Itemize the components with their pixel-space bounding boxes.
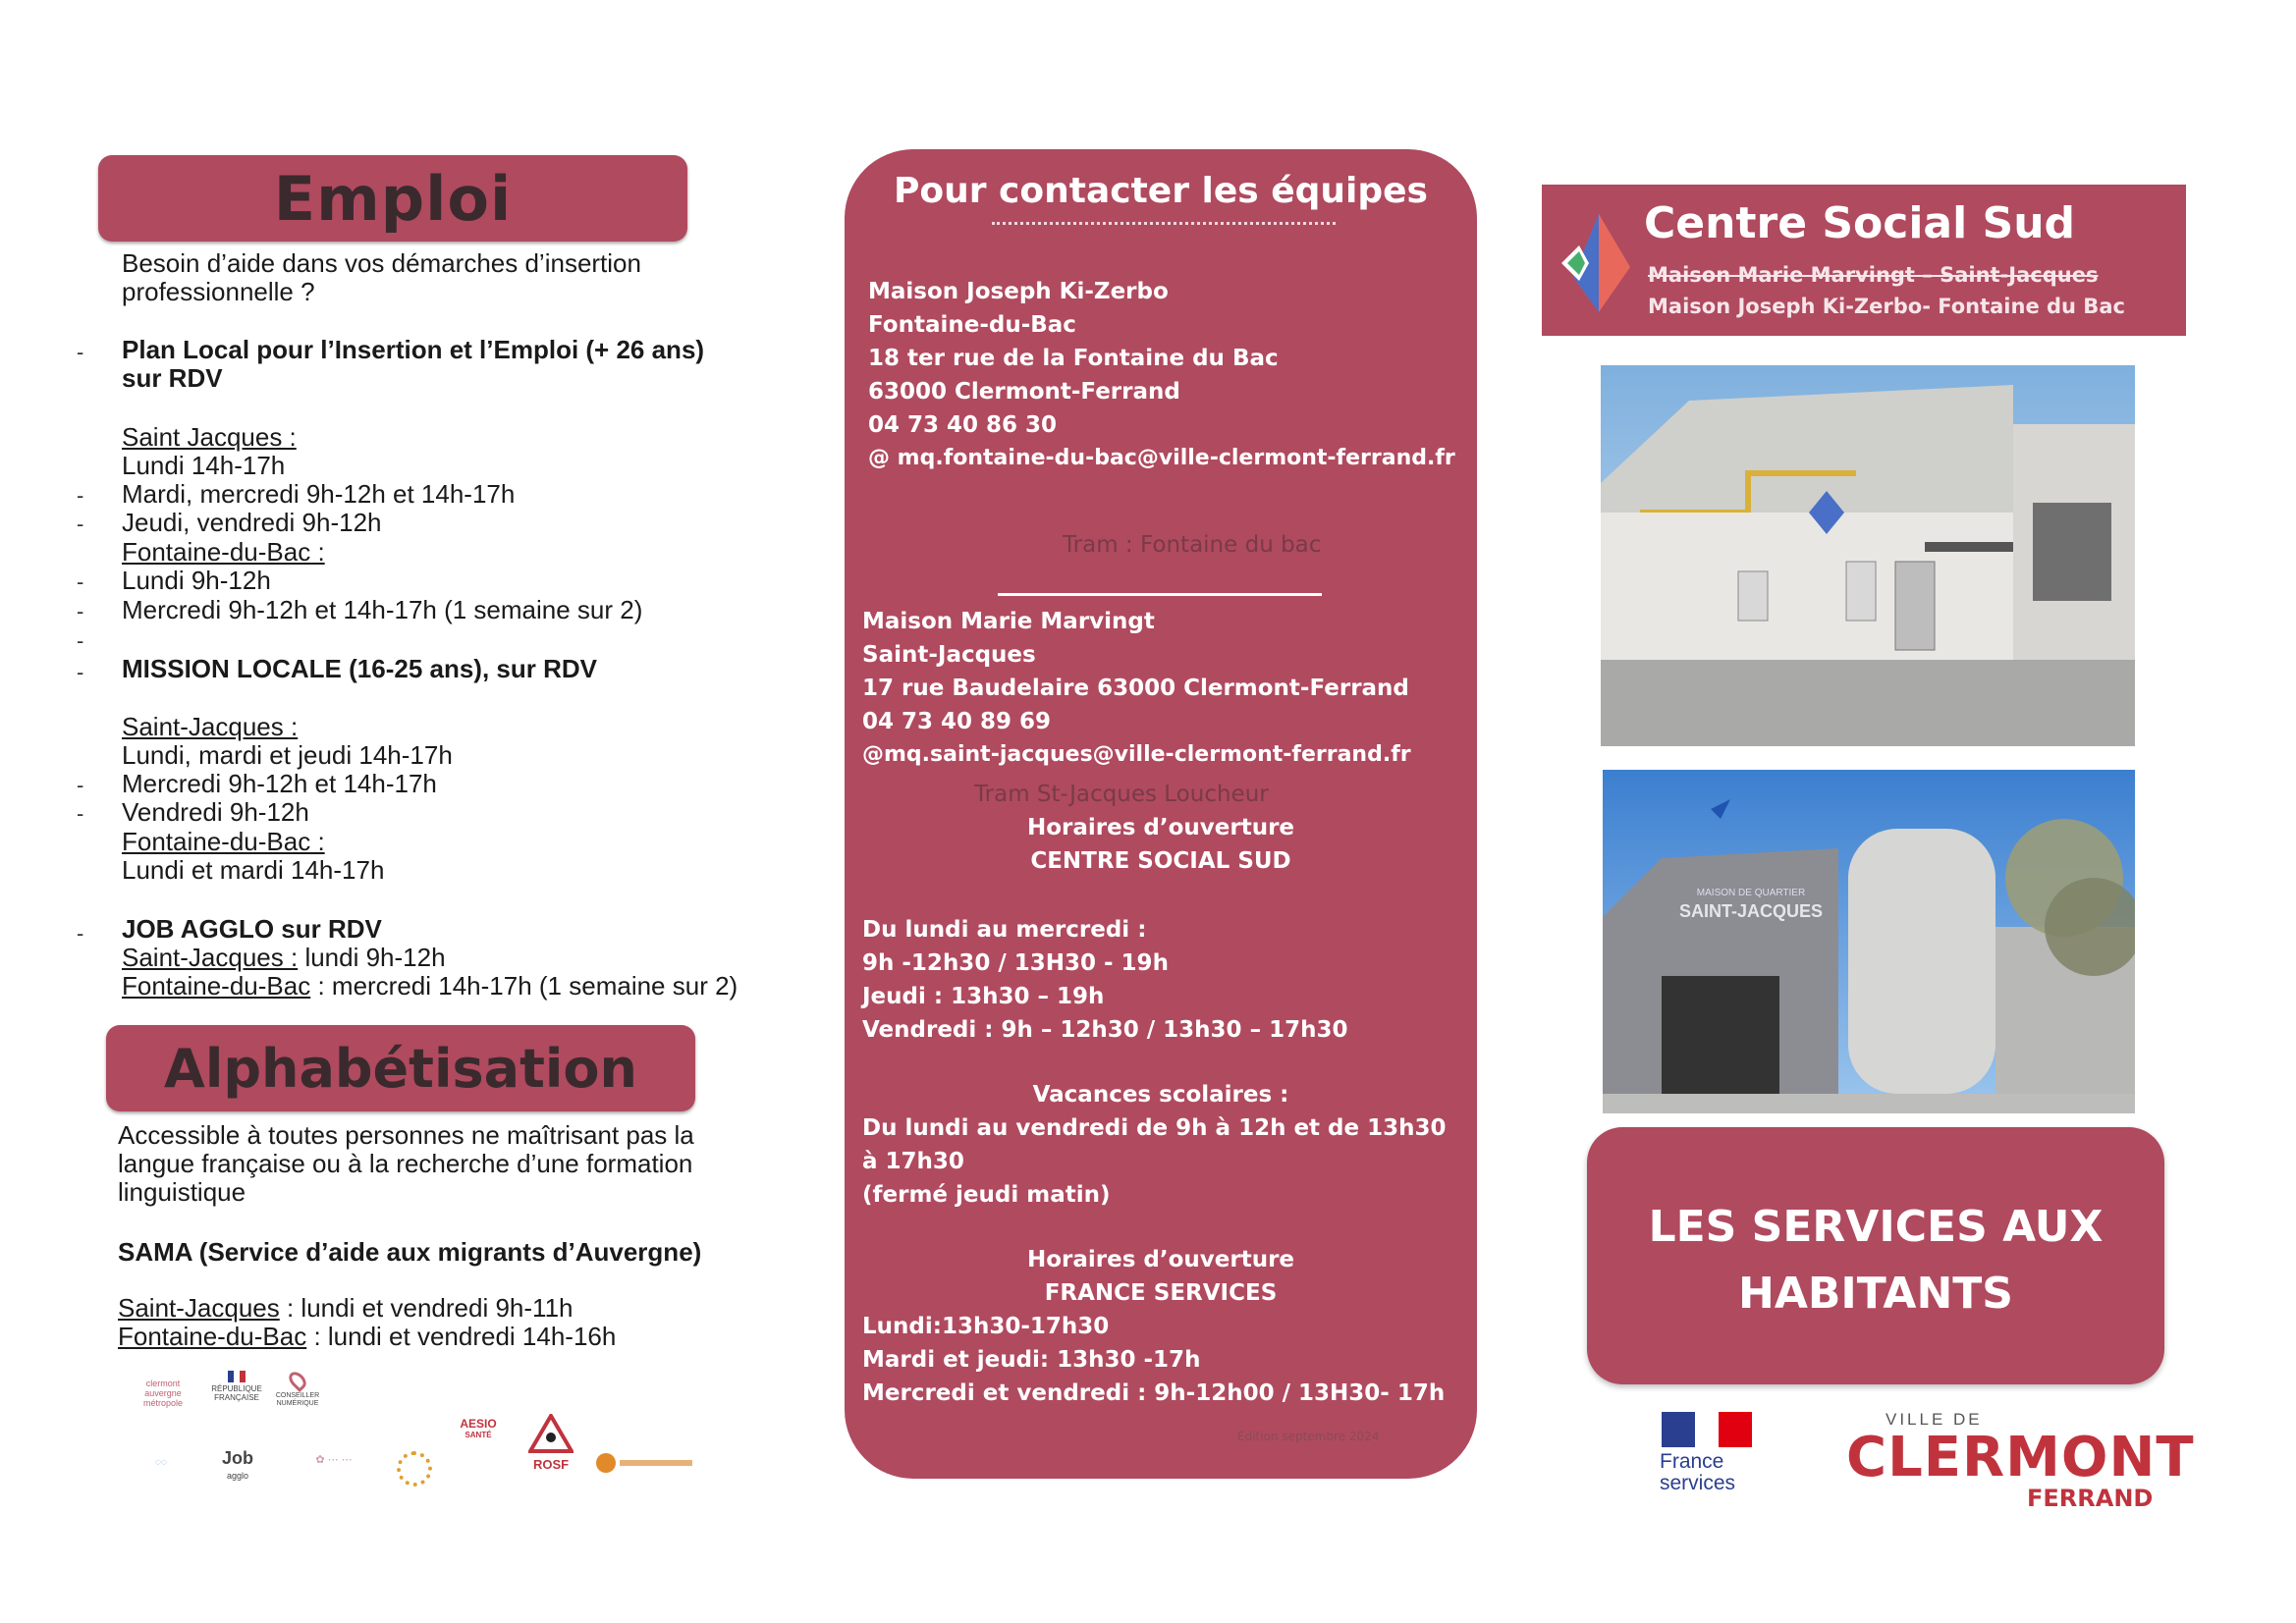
bullet-icon: - [77, 628, 84, 653]
fs-hours-3: Mercredi et vendredi : 9h-12h00 / 13H30- 17h [862, 1380, 1446, 1406]
bullet-icon: - [77, 801, 84, 826]
mm-address: 17 rue Baudelaire 63000 Clermont-Ferrand [862, 676, 1409, 701]
bullet-icon: - [77, 512, 84, 536]
alpha-fb [118, 1323, 616, 1352]
plie-sj-1: Lundi 14h-17h [122, 451, 286, 480]
job-agglo-fb [122, 972, 738, 1001]
building-illustration [1603, 770, 2135, 1113]
edition-note: Edition septembre 2024 [1237, 1430, 1380, 1443]
aesio-sante-logo [446, 1418, 511, 1441]
separator-line [998, 593, 1322, 596]
conseiller-numerique-logo [267, 1371, 328, 1408]
centre-logo-icon [1556, 208, 1638, 318]
centre-title: Centre Social Sud [1644, 198, 2076, 248]
fs-horaires-name: FRANCE SERVICES [1044, 1280, 1278, 1306]
building-illustration [1601, 365, 2135, 746]
bullet-icon: - [77, 340, 84, 364]
partner-circle-logo [397, 1451, 432, 1487]
alpha-sj [118, 1294, 574, 1324]
partner-logo-faint: ✿ ⋯ ⋯ [315, 1454, 353, 1466]
logo-text: FRANÇAISE [214, 1393, 259, 1402]
partner-logo-small: ◌◌ [155, 1457, 167, 1468]
logo-text: SANTÉ [465, 1431, 492, 1439]
job-fb-label: Fontaine-du-Bac [122, 971, 311, 1001]
hours-line-3: Jeudi : 13h30 – 19h [862, 984, 1105, 1009]
alphabetisation-title: Alphabétisation [164, 1037, 637, 1100]
rosf-logo [526, 1414, 575, 1472]
mm-phone: 04 73 40 89 69 [862, 709, 1052, 734]
france-services-logo [1660, 1451, 1735, 1494]
alpha-intro-1: Accessible à toutes personnes ne maîtrisant pas la [118, 1120, 694, 1150]
vacances-line-3: (fermé jeudi matin) [862, 1182, 1111, 1208]
plie-sj-3: Jeudi, vendredi 9h-12h [122, 508, 382, 537]
clermont-auvergne-metropole-logo [134, 1379, 192, 1408]
vacances-line-1: Du lundi au vendredi de 9h à 12h et de 13h30 [862, 1115, 1447, 1141]
plie-title-1: Plan Local pour l’Insertion et l’Emploi (+ 26 ans) [122, 335, 705, 364]
job-agglo-logo [208, 1449, 267, 1485]
mm-name: Maison Marie Marvingt [862, 609, 1155, 634]
ml-sj-label: Saint-Jacques : [122, 712, 299, 741]
building-photo-kizerbo [1601, 365, 2135, 746]
kz-phone: 04 73 40 86 30 [868, 412, 1058, 438]
job-fb-text: : mercredi 14h-17h (1 semaine sur 2) [310, 971, 738, 1001]
hours-line-4: Vendredi : 9h – 12h30 / 13h30 – 17h30 [862, 1017, 1348, 1043]
mm-tram: Tram St-Jacques Loucheur [974, 782, 1269, 807]
services-title-line-1: LES SERVICES AUX [1648, 1202, 2104, 1252]
sama-title: SAMA (Service d’aide aux migrants d’Auvergne) [118, 1237, 702, 1267]
kz-city: 63000 Clermont-Ferrand [868, 379, 1180, 405]
vacances-line-2: à 17h30 [862, 1149, 964, 1174]
services-box [1587, 1127, 2164, 1384]
ferrand-logo: FERRAND [2027, 1485, 2154, 1512]
warning-triangle-icon [528, 1414, 574, 1453]
hours-line-1: Du lundi au mercredi : [862, 917, 1147, 943]
logo-bar [620, 1460, 692, 1466]
republique-francaise-logo [208, 1371, 265, 1402]
logo-text: AESIO [460, 1417, 497, 1431]
emploi-title: Emploi [273, 162, 513, 235]
bullet-icon: - [77, 921, 84, 946]
bullet-icon: - [77, 773, 84, 797]
hours-line-2: 9h -12h30 / 13H30 - 19h [862, 950, 1169, 976]
horaires-title: Horaires d’ouverture [1026, 815, 1295, 840]
alpha-sj-text: : lundi et vendredi 9h-11h [279, 1293, 574, 1323]
logo-text: RÉPUBLIQUE [211, 1384, 262, 1393]
map-pin-icon [286, 1369, 309, 1392]
mm-area: Saint-Jacques [862, 642, 1036, 668]
sign-top: MAISON DE QUARTIER [1696, 888, 1806, 898]
emploi-banner [98, 155, 687, 242]
centre-header [1542, 185, 2186, 336]
logo-text: ROSF [532, 1457, 570, 1472]
bullet-icon: - [77, 483, 84, 508]
bullet-icon: - [77, 599, 84, 623]
bullet-icon: - [77, 660, 84, 684]
kz-area: Fontaine-du-Bac [868, 312, 1076, 338]
horaires-centre: CENTRE SOCIAL SUD [1030, 848, 1291, 874]
alpha-fb-text: : lundi et vendredi 14h-16h [306, 1322, 617, 1351]
logo-text: CONSEILLER [275, 1392, 320, 1399]
logo-text: clermont [145, 1379, 181, 1388]
alpha-intro-2: langue française ou à la recherche d’une formation [118, 1149, 693, 1178]
france-services-flag-icon [1662, 1412, 1752, 1447]
services-title-line-2: HABITANTS [1738, 1269, 2013, 1319]
plie-sj-2: Mardi, mercredi 9h-12h et 14h-17h [122, 479, 516, 509]
partner-logo-orange [593, 1453, 695, 1475]
alpha-sj-label: Saint-Jacques [118, 1293, 280, 1323]
vacances-title: Vacances scolaires : [1032, 1082, 1289, 1108]
kz-email: @ mq.fontaine-du-bac@ville-clermont-ferrand.fr [868, 446, 1455, 470]
job-sj-text: lundi 9h-12h [298, 943, 446, 972]
plie-title-2: sur RDV [122, 363, 223, 393]
fs-hours-1: Lundi:13h30-17h30 [862, 1314, 1110, 1339]
ml-fb-1: Lundi et mardi 14h-17h [122, 855, 385, 885]
contact-panel [845, 149, 1477, 1479]
emploi-intro-2: professionnelle ? [122, 277, 315, 306]
ml-sj-1: Lundi, mardi et jeudi 14h-17h [122, 740, 453, 770]
marianne-icon [228, 1371, 246, 1382]
kz-name: Maison Joseph Ki-Zerbo [868, 279, 1169, 304]
job-agglo-title: JOB AGGLO sur RDV [122, 914, 382, 944]
job-agglo-sj [122, 944, 446, 973]
alphabetisation-banner [106, 1025, 695, 1111]
ml-sj-2: Mercredi 9h-12h et 14h-17h [122, 769, 437, 798]
orange-dot-icon [596, 1453, 616, 1473]
ville-de-label: VILLE DE [1886, 1410, 1983, 1429]
kz-street: 18 ter rue de la Fontaine du Bac [868, 346, 1279, 371]
clermont-logo: CLERMONT [1846, 1426, 2195, 1489]
mission-locale-title: MISSION LOCALE (16-25 ans), sur RDV [122, 654, 597, 683]
contact-title: Pour contacter les équipes [894, 171, 1428, 211]
job-sj-label: Saint-Jacques : [122, 943, 299, 972]
plie-sj-label: Saint Jacques : [122, 422, 297, 452]
emploi-intro-1: Besoin d’aide dans vos démarches d’insertion [122, 248, 641, 278]
alpha-fb-label: Fontaine-du-Bac [118, 1322, 307, 1351]
sign-main: SAINT-JACQUES [1678, 901, 1824, 921]
centre-subtitle: Maison Joseph Ki-Zerbo- Fontaine du Bac [1648, 295, 2125, 318]
plie-fb-2: Mercredi 9h-12h et 14h-17h (1 semaine sur 2) [122, 595, 643, 624]
alpha-intro-3: linguistique [118, 1177, 246, 1207]
fs-horaires-title: Horaires d’ouverture [1026, 1247, 1295, 1272]
plie-fb-1: Lundi 9h-12h [122, 566, 271, 595]
logo-text: services [1660, 1472, 1736, 1494]
logo-text: Job [221, 1448, 253, 1468]
logo-text: agglo [226, 1471, 249, 1481]
fs-hours-2: Mardi et jeudi: 13h30 -17h [862, 1347, 1201, 1373]
logo-text: métropole [142, 1398, 184, 1408]
logo-text: auvergne [144, 1388, 182, 1398]
building-photo-saint-jacques [1603, 770, 2135, 1113]
kz-tram: Tram : Fontaine du bac [1063, 532, 1322, 558]
ml-sj-3: Vendredi 9h-12h [122, 797, 309, 827]
ml-fb-label: Fontaine-du-Bac : [122, 827, 325, 856]
bullet-icon: - [77, 569, 84, 594]
title-dotted-underline [992, 222, 1336, 225]
plie-fb-label: Fontaine-du-Bac : [122, 537, 325, 567]
logo-text: France [1660, 1450, 1724, 1473]
mm-email: @mq.saint-jacques@ville-clermont-ferrand.fr [862, 742, 1411, 767]
logo-text: NUMÉRIQUE [276, 1400, 319, 1407]
centre-subtitle-struck: Maison Marie Marvingt – Saint-Jacques [1648, 263, 2099, 287]
